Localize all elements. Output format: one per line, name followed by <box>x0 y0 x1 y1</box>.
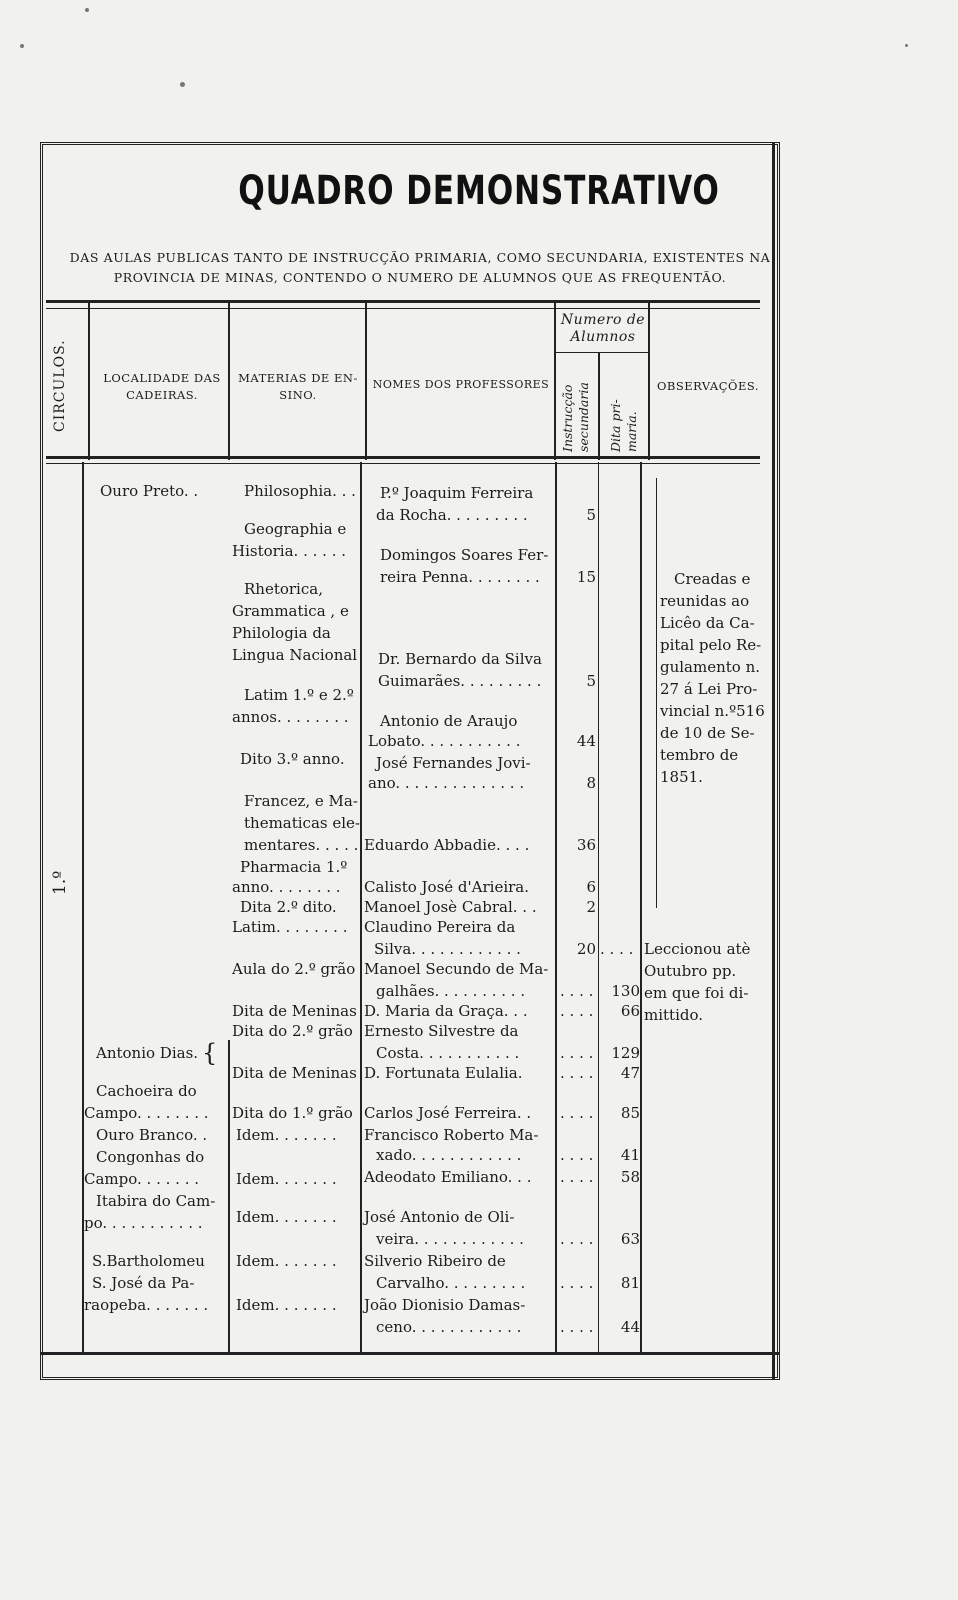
materia-item: Idem. . . . . . . <box>236 1252 337 1270</box>
scan-speck <box>905 44 908 47</box>
secundaria-value: 20 <box>576 940 596 958</box>
header-col-line <box>365 300 367 460</box>
materia-item: Aula do 2.º grão <box>232 960 356 978</box>
professor-item: Adeodato Emiliano. . . <box>364 1168 532 1186</box>
secundaria-value: 5 <box>586 506 596 524</box>
header-materias-line1: MATERIAS DE EN- <box>238 371 358 385</box>
header-circulos: CIRCULOS. <box>52 339 68 432</box>
professor-item: galhães. . . . . . . . . . <box>376 982 526 1000</box>
scan-speck <box>85 8 89 12</box>
observacao-line: Leccionou atè <box>644 940 751 958</box>
dot-leader: . . . . <box>560 1318 594 1336</box>
materia-item: anno. . . . . . . . <box>232 878 341 896</box>
primaria-value: 58 <box>620 1168 640 1186</box>
secundaria-value: 2 <box>586 898 596 916</box>
header-localidade-line1: LOCALIDADE DAS <box>103 371 221 385</box>
subtitle-line-1: DAS AULAS PUBLICAS TANTO DE INSTRUCÇÃO PRIMARIA, COMO SECUNDARIA, EXISTENTES NA <box>69 250 771 265</box>
header-materias <box>232 370 364 404</box>
header-numero-line1: Numero de <box>560 312 646 328</box>
materia-item: Philosophia. . . <box>244 482 356 500</box>
secundaria-value: 5 <box>586 672 596 690</box>
materia-item: Idem. . . . . . . <box>236 1170 337 1188</box>
secundaria-value: 36 <box>576 836 596 854</box>
header-col-line <box>598 352 600 460</box>
outer-border-right <box>772 142 775 1380</box>
page-title: QUADRO DEMONSTRATIVO <box>238 168 720 214</box>
professor-item: Calisto José d'Arieira. <box>364 878 530 896</box>
brace-line <box>656 478 657 908</box>
dot-leader: . . . . <box>560 1044 594 1062</box>
localidade-item: Cachoeira do <box>96 1082 197 1100</box>
professor-item: ano. . . . . . . . . . . . . . <box>368 774 525 792</box>
numero-sub-rule <box>556 352 650 353</box>
materia-item: Latim. . . . . . . . <box>232 918 348 936</box>
materia-item: Grammatica , e <box>232 602 349 620</box>
materia-item: thematicas ele- <box>244 814 360 832</box>
localidade-item: Ouro Preto. . <box>100 482 199 500</box>
observacao-line: gulamento n. <box>660 658 761 676</box>
localidade-item: Ouro Branco. . <box>96 1126 208 1144</box>
header-bottom-rule-thin <box>46 463 760 464</box>
header-numero <box>556 312 650 346</box>
observacao-line: reunidas ao <box>660 592 750 610</box>
materia-item: Philologia da <box>232 624 331 642</box>
materia-item: Dito 3.º anno. <box>240 750 345 768</box>
observacao-line: pital pelo Re- <box>660 636 762 654</box>
dot-leader: . . . . <box>560 1168 594 1186</box>
professor-item: Dr. Bernardo da Silva <box>378 650 542 668</box>
observacao-line: 1851. <box>660 768 703 786</box>
materia-item: Lingua Nacional <box>232 646 358 664</box>
header-top-rule-thin <box>46 308 760 309</box>
materia-item: Idem. . . . . . . <box>236 1126 337 1144</box>
scan-speck <box>20 44 24 48</box>
dot-leader: . . . . <box>560 1104 594 1122</box>
professor-item: P.º Joaquim Ferreira <box>380 484 534 502</box>
secundaria-value: 44 <box>576 732 596 750</box>
header-localidade <box>94 370 230 404</box>
primaria-value: 44 <box>620 1318 640 1336</box>
header-professores: NOMES DOS PROFESSORES <box>372 378 550 391</box>
observacao-line: mittido. <box>644 1006 704 1024</box>
professor-item: xado. . . . . . . . . . . . <box>376 1146 522 1164</box>
professor-item: José Fernandes Jovi- <box>376 754 531 772</box>
professor-item: Ernesto Silvestre da <box>364 1022 519 1040</box>
localidade-item: Itabira do Cam- <box>96 1192 216 1210</box>
dot-leader: . . . . <box>560 1064 594 1082</box>
localidade-item: S. José da Pa- <box>92 1274 195 1292</box>
primaria-value: 47 <box>620 1064 640 1082</box>
localidade-item: S.Bartholomeu <box>92 1252 205 1270</box>
dot-leader: . . . . <box>560 1146 594 1164</box>
professor-item: Costa. . . . . . . . . . . <box>376 1044 520 1062</box>
professor-item: Manoel Secundo de Ma- <box>364 960 549 978</box>
professor-item: reira Penna. . . . . . . . <box>380 568 540 586</box>
professor-item: Antonio de Araujo <box>380 712 518 730</box>
professor-item: Manoel Josè Cabral. . . <box>364 898 537 916</box>
localidade-item: po. . . . . . . . . . . <box>84 1214 203 1232</box>
header-top-rule <box>46 300 760 303</box>
materia-item: Rhetorica, <box>244 580 323 598</box>
professor-item: da Rocha. . . . . . . . . <box>376 506 528 524</box>
professor-item: Carlos José Ferreira. . <box>364 1104 532 1122</box>
professor-item: Lobato. . . . . . . . . . . <box>368 732 521 750</box>
header-secundaria: Instrucção secundaria <box>560 382 591 452</box>
body-col-line <box>598 462 599 1352</box>
secundaria-value: 15 <box>576 568 596 586</box>
primaria-value: 63 <box>620 1230 640 1248</box>
materia-item: Latim 1.º e 2.º <box>244 686 354 704</box>
body-col-line <box>360 462 362 1352</box>
materia-item: Dita 2.º dito. <box>240 898 337 916</box>
header-localidade-line2: CADEIRAS. <box>126 388 198 402</box>
observacao-line: de 10 de Se- <box>660 724 755 742</box>
localidade-item: Congonhas do <box>96 1148 205 1166</box>
header-materias-line2: SINO. <box>279 388 317 402</box>
header-col-line <box>88 300 90 460</box>
primaria-value: 41 <box>620 1146 640 1164</box>
primaria-value: 81 <box>620 1274 640 1292</box>
professor-item: Eduardo Abbadie. . . . <box>364 836 530 854</box>
professor-item: ceno. . . . . . . . . . . . <box>376 1318 522 1336</box>
dot-leader: . . . . <box>560 1274 594 1292</box>
professor-item: Silverio Ribeiro de <box>364 1252 506 1270</box>
materia-item: Idem. . . . . . . <box>236 1208 337 1226</box>
materia-item: Geographia e <box>244 520 347 538</box>
localidade-item: Antonio Dias. <box>96 1044 199 1062</box>
dot-leader: . . . . <box>600 940 634 958</box>
observacao-line: Creadas e <box>674 570 751 588</box>
materia-item: Dita de Meninas <box>232 1002 357 1020</box>
professor-item: José Antonio de Oli- <box>364 1208 515 1226</box>
dot-leader: . . . . <box>560 982 594 1000</box>
materia-item: Idem. . . . . . . <box>236 1296 337 1314</box>
professor-item: Domingos Soares Fer- <box>380 546 549 564</box>
page-subtitle <box>60 248 780 288</box>
secundaria-value: 6 <box>586 878 596 896</box>
primaria-value: 66 <box>620 1002 640 1020</box>
dot-leader: . . . . <box>560 1230 594 1248</box>
materia-item: annos. . . . . . . . <box>232 708 349 726</box>
materia-item: Historia. . . . . . <box>232 542 346 560</box>
observacao-line: em que foi di- <box>644 984 749 1002</box>
professor-item: Carvalho. . . . . . . . . <box>376 1274 526 1292</box>
table-bottom-rule <box>40 1352 780 1355</box>
localidade-item: Campo. . . . . . . . <box>84 1104 209 1122</box>
secundaria-value: 8 <box>586 774 596 792</box>
professor-item: Guimarães. . . . . . . . . <box>378 672 542 690</box>
header-numero-line2: Alumnos <box>570 329 636 345</box>
observacao-line: vincial n.º516 <box>660 702 765 720</box>
primaria-value: 130 <box>611 982 640 1000</box>
materia-item: mentares. . . . . <box>244 836 359 854</box>
circulo-label: 1.º <box>50 870 70 895</box>
header-bottom-rule <box>46 456 760 459</box>
observacao-line: Licêo da Ca- <box>660 614 755 632</box>
primaria-value: 85 <box>620 1104 640 1122</box>
professor-item: Silva. . . . . . . . . . . . <box>374 940 521 958</box>
observacao-line: tembro de <box>660 746 739 764</box>
materia-item: Dita do 2.º grão <box>232 1022 353 1040</box>
professor-item: Francisco Roberto Ma- <box>364 1126 539 1144</box>
body-col-line <box>228 1040 230 1352</box>
body-col-line <box>640 462 642 1352</box>
localidade-item: raopeba. . . . . . . <box>84 1296 209 1314</box>
professor-item: D. Maria da Graça. . . <box>364 1002 528 1020</box>
materia-item: Dita de Meninas <box>232 1064 357 1082</box>
header-primaria: Dita pri- maria. <box>608 399 639 452</box>
scan-speck <box>180 82 185 87</box>
professor-item: veira. . . . . . . . . . . . <box>376 1230 524 1248</box>
professor-item: D. Fortunata Eulalia. <box>364 1064 523 1082</box>
brace-mark: { <box>202 1039 218 1067</box>
materia-item: Pharmacia 1.º <box>240 858 348 876</box>
subtitle-line-2: PROVINCIA DE MINAS, CONTENDO O NUMERO DE ALUMNOS QUE AS FREQUENTÃO. <box>113 270 727 285</box>
header-observacoes: OBSERVAÇÕES. <box>657 379 759 393</box>
materia-item: Dita do 1.º grão <box>232 1104 353 1122</box>
materia-item: Francez, e Ma- <box>244 792 358 810</box>
observacao-line: 27 á Lei Pro- <box>660 680 758 698</box>
professor-item: João Dionisio Damas- <box>364 1296 526 1314</box>
primaria-value: 129 <box>611 1044 640 1062</box>
observacao-line: Outubro pp. <box>644 962 737 980</box>
localidade-item: Campo. . . . . . . <box>84 1170 199 1188</box>
dot-leader: . . . . <box>560 1002 594 1020</box>
professor-item: Claudino Pereira da <box>364 918 516 936</box>
